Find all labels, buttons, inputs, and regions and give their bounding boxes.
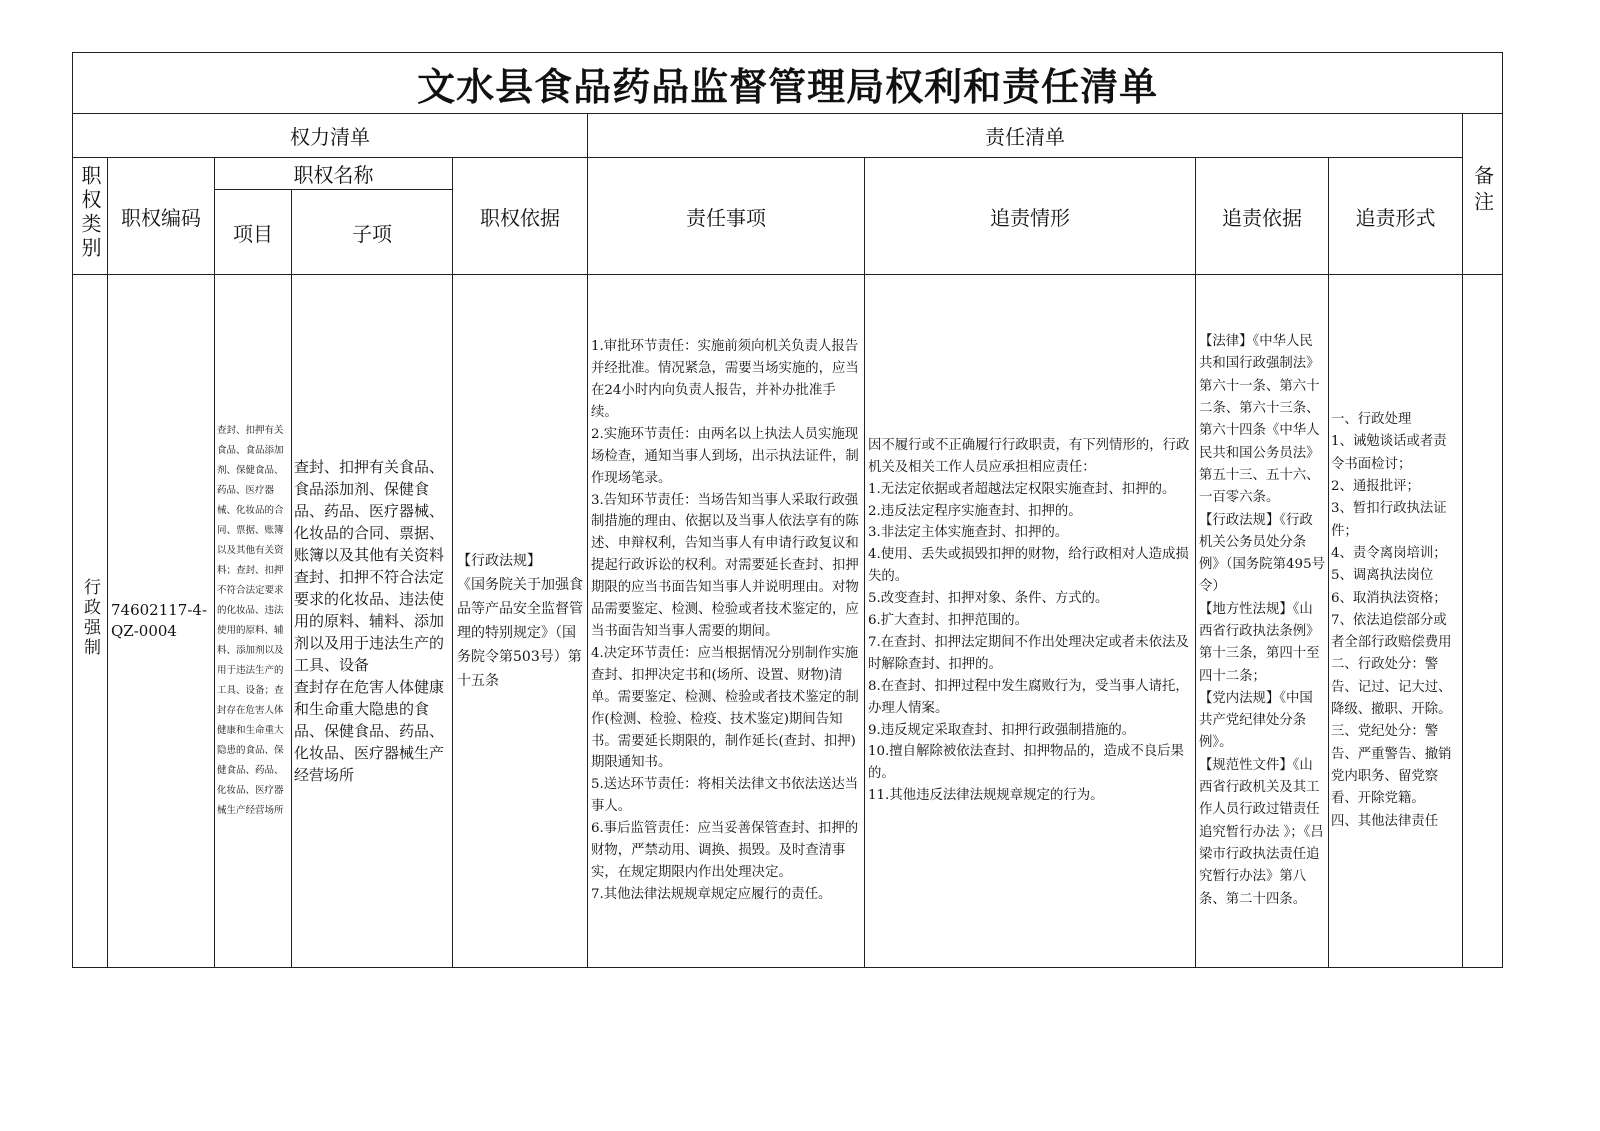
remarks-header	[1463, 114, 1503, 275]
category-cell	[73, 275, 108, 968]
acc-basis-item: 【规范性文件】《山西省行政机关及其工作人员行政过错责任追究暂行办法 》；《吕梁市行政执法责任追究暂行办法》第八条、第二十四条。	[1199, 757, 1324, 907]
acc-basis-cell	[1196, 275, 1329, 968]
responsibility-item: 2.实施环节责任：由两名以上执法人员实施现场检查，通知当事人到场，出示执法证件，制作现场笔录。	[591, 426, 859, 486]
sub-item: 查封、扣押有关食品、食品添加剂、保健食品、药品、医疗器械、化妆品的合同、票据、账簿以及其他有关资料	[294, 458, 445, 564]
responsibility-list-header: 责任清单	[588, 114, 1463, 158]
responsibility-item: 4.决定环节责任：应当根据情况分别制作实施查封、扣押决定书和(场所、设置、财物)清单。需要鉴定、检测、检验或者技术鉴定的制作(检测、检验、检疫、技术鉴定)期间告知书。需要延长期限的，制作延长(查封、扣押)期限通知书。	[591, 645, 859, 771]
basis-line: 《国务院关于加强食品等产品安全监督管理的特别规定》（国务院令第503号）第十五条	[457, 577, 583, 689]
accountability-item: 3.非法定主体实施查封、扣押的。	[868, 525, 1069, 541]
accountability-item: 8.在查封、扣押过程中发生腐败行为，受当事人请托，办理人情案。	[868, 678, 1189, 716]
acc-form-item: 一、行政处理	[1331, 412, 1412, 428]
accountability-item: 5.改变查封、扣押对象、条件、方式的。	[868, 591, 1109, 607]
acc-form-item: 四、其他法律责任	[1331, 813, 1439, 829]
name-header: 职权名称	[215, 158, 453, 190]
accountability-item: 7.在查封、扣押法定期间不作出处理决定或者未依法及时解除查封、扣押的。	[868, 634, 1189, 672]
acc-situations-header: 追责情形	[865, 158, 1196, 275]
category-header	[73, 158, 108, 275]
responsibilities-cell	[588, 275, 865, 968]
acc-form-item: 二、行政处分：警告、记过、记大过、降级、撤职、开除。	[1331, 657, 1452, 718]
acc-form-item: 3、暂扣行政执法证件；	[1331, 501, 1447, 539]
item-header: 项目	[215, 190, 292, 275]
power-list-header: 权力清单	[73, 114, 588, 158]
accountability-item: 4.使用、丢失或损毁扣押的财物，给行政相对人造成损失的。	[868, 547, 1189, 585]
acc-form-cell	[1329, 275, 1463, 968]
responsibility-item: 7.其他法律法规规章规定应履行的责任。	[591, 886, 832, 902]
accountability-cell	[865, 275, 1196, 968]
acc-form-item: 三、党纪处分：警告、严重警告、撤销党内职务、留党察看、开除党籍。	[1331, 724, 1452, 807]
code-cell: 74602117-4-QZ-0004	[108, 275, 215, 968]
acc-form-item: 5、调离执法岗位	[1331, 568, 1434, 584]
acc-basis-header: 追责依据	[1196, 158, 1329, 275]
category-header-text: 职权类别	[78, 165, 102, 261]
acc-form-item: 7、依法追偿部分或者全部行政赔偿费用	[1331, 612, 1452, 651]
acc-form-item: 2、通报批评；	[1331, 479, 1420, 495]
basis-cell	[453, 275, 588, 968]
sub-item: 查封存在危害人体健康和生命重大隐患的食品、保健食品、药品、化妆品、医疗器械生产经营场所	[294, 678, 445, 784]
remarks-header-text: 备注	[1470, 165, 1495, 217]
table-row	[73, 275, 1503, 968]
sub-item-header: 子项	[292, 190, 453, 275]
acc-form-item: 1、诫勉谈话或者责令书面检讨；	[1331, 434, 1447, 472]
list-table	[72, 52, 1503, 968]
acc-form-header: 追责形式	[1329, 158, 1463, 275]
accountability-item: 2.违反法定程序实施查封、扣押的。	[868, 503, 1082, 519]
responsibility-item: 6.事后监管责任：应当妥善保管查封、扣押的财物，严禁动用、调换、损毁。及时查清事实，在规定期限内作出处理决定。	[591, 821, 859, 880]
code-header: 职权编码	[108, 158, 215, 275]
accountability-item: 11.其他违反法律法规规章规定的行为。	[868, 788, 1104, 804]
accountability-item: 因不履行或不正确履行行政职责，有下列情形的，行政机关及相关工作人员应承担相应责任：	[868, 437, 1190, 475]
remarks-cell	[1463, 275, 1503, 968]
acc-basis-item: 【党内法规】《中国共产党纪律处分条例》。	[1199, 690, 1313, 751]
category-cell-text: 行政强制	[80, 577, 100, 658]
accountability-item: 10.擅自解除被依法查封、扣押物品的，造成不良后果的。	[868, 744, 1184, 782]
acc-form-item: 6、取消执法资格；	[1331, 590, 1447, 606]
rights-responsibilities-sheet	[72, 52, 1502, 968]
responsibility-item: 3.告知环节责任：当场告知当事人采取行政强制措施的理由、依据以及当事人依法享有的陈述、申辩权利，告知当事人有申请行政复议和提起行政诉讼的权利。对需要延长查封、扣押期限的应当书面告知当事人并说明理由。对物品需要鉴定、检测、检验或者技术鉴定的，应当书面告知当事人需要的期间。	[591, 492, 859, 639]
resp-items-header: 责任事项	[588, 158, 865, 275]
acc-basis-item: 【地方性法规】《山西省行政执法条例》第十三条，第四十至四十二条；	[1199, 601, 1320, 684]
acc-basis-item: 【行政法规】《行政机关公务员处分条例》（国务院第495号令）	[1199, 512, 1325, 595]
sub-items-cell	[292, 275, 453, 968]
responsibility-item: 5.送达环节责任：将相关法律文书依法送达当事人。	[591, 777, 859, 815]
basis-line: 【行政法规】	[457, 553, 541, 569]
accountability-item: 1.无法定依据或者超越法定权限实施查封、扣押的。	[868, 481, 1176, 497]
responsibility-item: 1.审批环节责任：实施前须向机关负责人报告并经批准。情况紧急，需要当场实施的，应当在24小时内向负责人报告，并补办批准手续。	[591, 339, 859, 420]
sub-item: 查封、扣押不符合法定要求的化妆品、违法使用的原料、辅料、添加剂以及用于违法生产的工具、设备	[294, 568, 445, 674]
item-cell: 查封、扣押有关食品、食品添加剂、保健食品、药品、医疗器械、化妆品的合同、票据、账簿以及其他有关资料；查封、扣押不符合法定要求的化妆品、违法使用的原料、辅料、添加剂以及用于违法生产的工具、设备；查封存在危害人体健康和生命重大隐患的食品、保健食品、药品、化妆品、医疗器械生产经营场所	[215, 275, 292, 968]
acc-basis-item: 【法律】《中华人民共和国行政强制法》第六十一条、第六十二条、第六十三条、第六十四条《中华人民共和国公务员法》第五十三、五十六、一百零六条。	[1199, 334, 1320, 506]
accountability-item: 6.扩大查封、扣押范围的。	[868, 613, 1029, 629]
basis-header: 职权依据	[453, 158, 588, 275]
acc-form-item: 4、责令离岗培训；	[1331, 545, 1447, 561]
page-title: 文水县食品药品监督管理局权利和责任清单	[73, 53, 1503, 114]
accountability-item: 9.违反规定采取查封、扣押行政强制措施的。	[868, 722, 1136, 738]
